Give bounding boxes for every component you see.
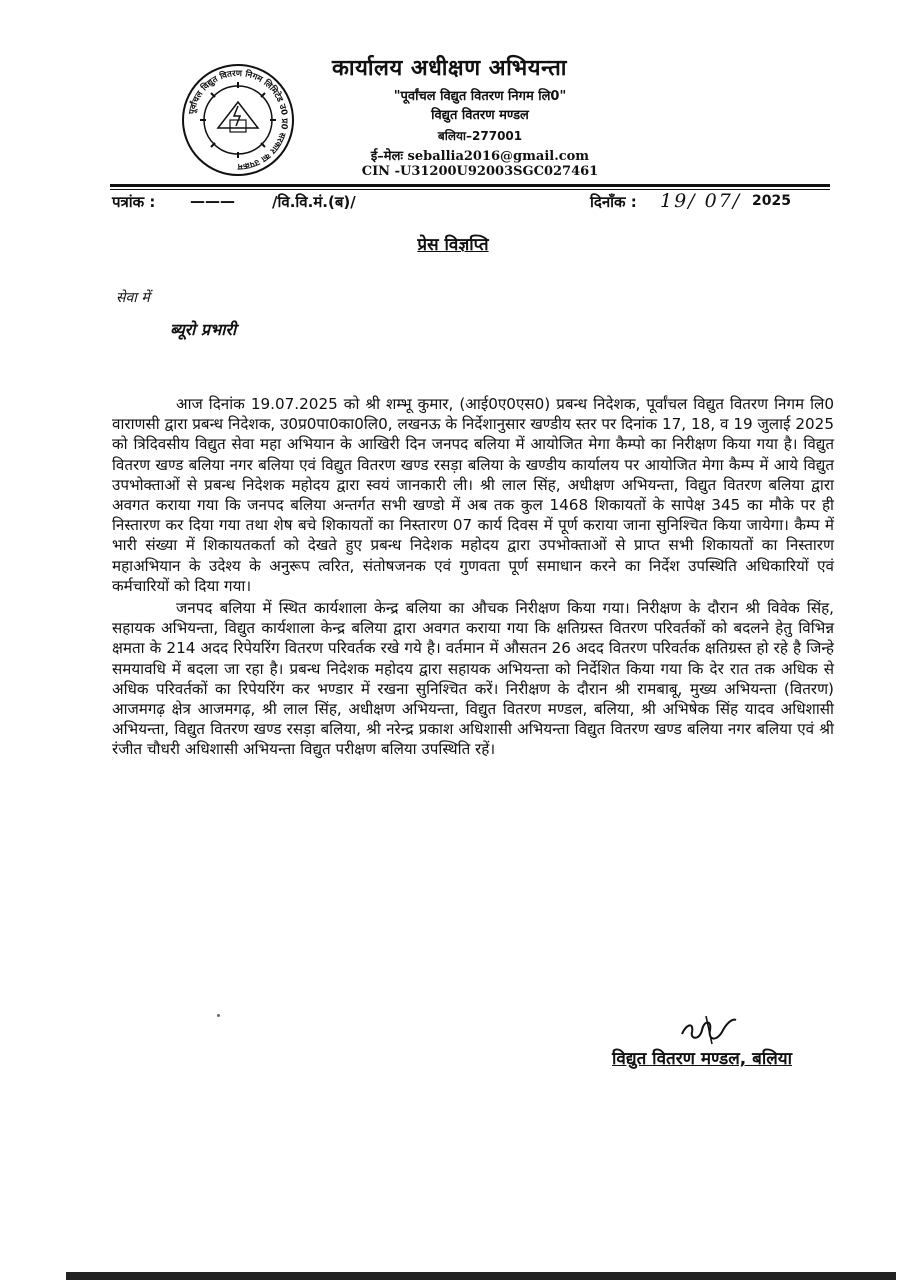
date-handwritten: 19/ 07/ — [660, 190, 742, 212]
body-paragraph-2: जनपद बलिया में स्थित कार्यशाला केन्द्र बलिया का औचक निरीक्षण किया गया। निरीक्षण के दौरान श्री विवेक सिंह, सहायक अभियन्ता, विद्युत कार्यशाला केन्द्र बलिया द्वारा अवगत कराया गया कि क्षतिग्रस्त वितरण परिवर्तकों को बदलने हेतु विभिन्न क्षमता के 214 अदद रिपेयरिंग वितरण परिवर्तक रखे गये है। वर्तमान में औसतन 26 अदद वितरण परिवर्तक क्षतिग्रस्त हो रहे है जिन्हे समयावधि में बदला जा रहा है। प्रबन्ध निदेशक महोदय द्वारा सहायक अभियन्ता को निर्देशित किया गया कि देर रात तक अधिक से अधिक परिवर्तकों का रिपेयरिंग कर भण्डार में रखना सुनिश्चित करें। निरीक्षण के दौरान श्री रामबाबू, मुख्य अभियन्ता (वितरण) आजमगढ़ क्षेत्र आजमगढ़, श्री लाल सिंह, अधीक्षण अभियन्ता, विद्युत वितरण मण्डल, बलिया, श्री अभिषेक सिंह यादव अधिशासी अभियन्ता, विद्युत वितरण खण्ड रसड़ा बलिया, श्री नरेन्द्र प्रकाश अधिशासी अभियन्ता विद्युत वितरण खण्ड बलिया नगर बलिया एवं श्री रंजीत चौधरी अधिशासी अभियन्ता विद्युत परीक्षण बलिया उपस्थिति रहें। — [112, 599, 834, 759]
reference-code: /वि.वि.मं.(ब)/ — [272, 193, 356, 211]
stray-mark — [217, 1014, 220, 1017]
press-release-title: प्रेस विज्ञप्ति — [417, 235, 489, 255]
date-year: 2025 — [752, 193, 791, 209]
signatory-office: विद्युत वितरण मण्डल, बलिया — [612, 1049, 793, 1069]
addressee-line-2: ब्यूरो प्रभारी — [170, 320, 237, 339]
seal-text: पूर्वांचल विद्युत वितरण निगम लिमिटेड उ0 प्र0 सरकार का उपक्रम — [187, 68, 290, 172]
company-name: "पूर्वांचल विद्युत वितरण निगम लि0" — [393, 89, 567, 104]
body-text — [112, 394, 834, 760]
body-paragraph-1: आज दिनांक 19.07.2025 को श्री शम्भू कुमार, (आई0ए0एस0) प्रबन्ध निदेशक, पूर्वांचल विद्युत वितरण निगम लि0 वाराणसी द्वारा प्रबन्ध निदेशक, उ0प्र0पा0का0लि0, लखनऊ के निर्देशानुसार खण्डीय स्तर पर दिनांक 17, 18, व 19 जुलाई 2025 को त्रिदिवसीय विद्युत सेवा महा अभियान के आखिरी दिन जनपद बलिया में आयोजित मेगा कैम्पो का निरीक्षण किया गया है। विद्युत वितरण खण्ड बलिया नगर बलिया एवं विद्युत वितरण खण्ड रसड़ा बलिया के खण्डीय कार्यालय पर आयोजित मेगा कैम्प में आये विद्युत उपभोक्ताओं से प्रबन्ध निदेशक महोदय द्वारा स्वयं जानकारी ली। श्री लाल सिंह, अधीक्षण अभियन्ता, विद्युत वितरण बलिया द्वारा अवगत कराया गया कि जनपद बलिया अन्तर्गत सभी खण्डो में अब तक कुल 1468 शिकायतों के सापेक्ष 345 का मौके पर ही निस्तारण कर दिया गया तथा शेष बचे शिकायतों का निस्तारण 07 कार्य दिवस में पूर्ण कराया जाना सुनिश्चित किया जायेगा। कैम्प में भारी संख्या में शिकायतकर्ता को देखते हुए प्रबन्ध निदेशक महोदय द्वारा उपभोक्ताओं से प्राप्त सभी शिकायतों का निस्तारण महाअभियान के उदेश्य के अनुरूप त्वरित, संतोषजनक एवं गुणवता पूर्ण समाधान करने का निर्देश उपस्थिति अधिकारियों एवं कर्मचारियों को दिया गया। — [112, 395, 834, 595]
office-title: कार्यालय अधीक्षण अभियन्ता — [332, 56, 568, 81]
reference-dash: ——— — [190, 192, 235, 210]
scan-bottom-edge — [66, 1272, 896, 1280]
header-divider — [110, 184, 830, 187]
reference-label: पत्रांक : — [112, 193, 156, 211]
email-line: ई–मेलः seballia2016@gmail.com — [370, 149, 590, 164]
reference-row — [112, 192, 832, 218]
cin-line: CIN -U31200U92003SGC027461 — [361, 164, 599, 179]
company-seal-icon — [180, 62, 296, 178]
date-label: दिनाँक : — [590, 193, 637, 211]
addressee-line-1: सेवा में — [116, 290, 150, 306]
city-pin: बलिया–277001 — [437, 129, 523, 143]
circle-name: विद्युत वितरण मण्डल — [431, 108, 529, 123]
